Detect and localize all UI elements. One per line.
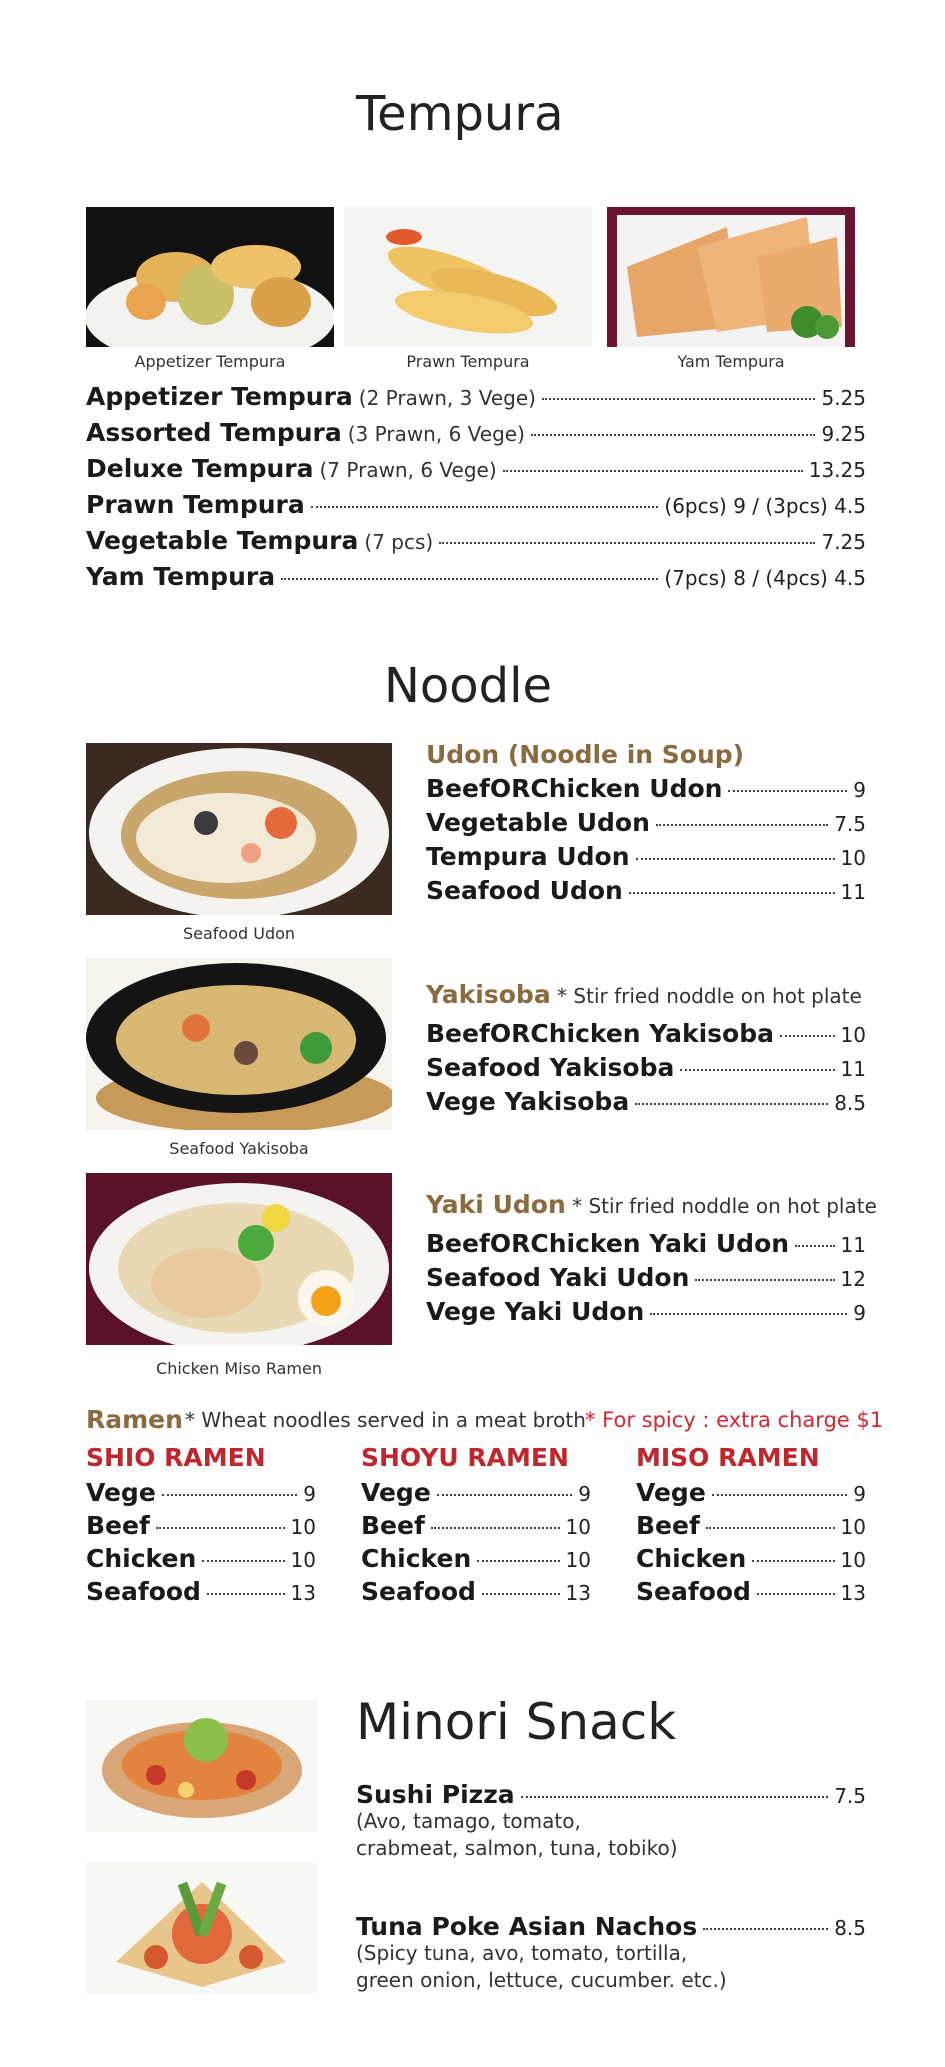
item-name: Tempura Udon [426, 842, 630, 871]
item-name: Beef [86, 1511, 150, 1540]
menu-item-seafood-yaki-udon [426, 1263, 866, 1292]
item-price: 9 [853, 1482, 866, 1506]
seafood-yakisoba-photo [86, 958, 392, 1130]
dot-leader [431, 1527, 560, 1529]
tuna-poke-description [356, 1940, 727, 1994]
menu-item-vegetable-udon [426, 808, 866, 837]
dot-leader [695, 1279, 834, 1281]
seafood-udon-photo [86, 743, 392, 915]
item-detail: (7 pcs) [364, 530, 434, 554]
item-name: Chicken [361, 1544, 472, 1573]
item-name-post: Chicken Yakisoba [530, 1019, 774, 1048]
prawn-tempura-photo [344, 207, 592, 347]
menu-item-vege-yakisoba [426, 1087, 866, 1116]
dot-leader [207, 1593, 285, 1595]
menu-item-vegetable-tempura [86, 526, 866, 555]
shio-ramen-item [86, 1511, 316, 1540]
shoyu-ramen-item [361, 1544, 591, 1573]
appetizer-tempura-photo [86, 207, 334, 347]
menu-item-yam-tempura [86, 562, 866, 591]
item-price: 9 [303, 1482, 316, 1506]
item-name: Seafood [636, 1577, 751, 1606]
yaki-udon-heading-text: Yaki Udon [426, 1190, 566, 1219]
yakisoba-heading-text: Yakisoba [426, 980, 551, 1009]
caption-appetizer-tempura: Appetizer Tempura [134, 352, 286, 371]
item-name: Assorted Tempura [86, 418, 342, 447]
item-name: Vege Yakisoba [426, 1087, 630, 1116]
caption-chicken-miso-ramen: Chicken Miso Ramen [156, 1359, 322, 1378]
miso-ramen-item [636, 1478, 866, 1507]
item-price: 13 [565, 1581, 591, 1605]
menu-item-tempura-udon [426, 842, 866, 871]
description-line: (Avo, tamago, tomato, [356, 1809, 581, 1833]
item-name: Tuna Poke Asian Nachos [356, 1912, 698, 1941]
sushi-pizza-description [356, 1808, 678, 1862]
item-price: 7.25 [821, 530, 866, 554]
item-name: Yam Tempura [86, 562, 276, 591]
item-price: 11 [840, 1233, 866, 1257]
dot-leader [712, 1494, 847, 1496]
yakisoba-heading [426, 980, 862, 1009]
shoyu-ramen-item [361, 1511, 591, 1540]
caption-prawn-tempura: Prawn Tempura [406, 352, 530, 371]
miso-ramen-item [636, 1577, 866, 1606]
item-detail: (7 Prawn, 6 Vege) [319, 458, 497, 482]
item-name: Vege [86, 1478, 156, 1507]
dot-leader [650, 1313, 847, 1315]
shoyu-ramen-item [361, 1478, 591, 1507]
dot-leader [542, 398, 816, 400]
dot-leader [703, 1928, 828, 1930]
dot-leader [728, 790, 847, 792]
caption-yam-tempura: Yam Tempura [677, 352, 785, 371]
dot-leader [795, 1245, 834, 1247]
caption-seafood-udon: Seafood Udon [182, 924, 296, 943]
dot-leader [477, 1560, 559, 1562]
item-name: Seafood Yakisoba [426, 1053, 675, 1082]
item-name: Prawn Tempura [86, 490, 305, 519]
item-price: 10 [565, 1515, 591, 1539]
shio-ramen-item [86, 1478, 316, 1507]
menu-item-beef-or-chicken-udon [426, 774, 866, 803]
dot-leader [202, 1560, 284, 1562]
dot-leader [503, 470, 803, 472]
item-name: Chicken [636, 1544, 747, 1573]
dot-leader [521, 1796, 829, 1798]
item-name: Beef [636, 1511, 700, 1540]
dot-leader [680, 1069, 834, 1071]
item-price: 10 [565, 1548, 591, 1572]
item-price: 10 [840, 1515, 866, 1539]
shoyu-ramen-item [361, 1577, 591, 1606]
spicy-charge-note: * For spicy : extra charge $1 [585, 1408, 884, 1432]
item-name: Vege [361, 1478, 431, 1507]
or-text: OR [489, 774, 531, 803]
dot-leader [752, 1560, 834, 1562]
menu-item-sushi-pizza [356, 1780, 866, 1809]
item-price: 10 [840, 846, 866, 870]
shio-ramen-item [86, 1577, 316, 1606]
yam-tempura-photo [607, 207, 855, 347]
menu-item-seafood-udon [426, 876, 866, 905]
item-price: 11 [840, 880, 866, 904]
menu-item-beef-or-chicken-yaki-udon [426, 1229, 866, 1258]
dot-leader [156, 1527, 285, 1529]
item-detail: (2 Prawn, 3 Vege) [358, 386, 536, 410]
dot-leader [437, 1494, 572, 1496]
menu-item-deluxe-tempura [86, 454, 866, 483]
dot-leader [162, 1494, 297, 1496]
description-line: (Spicy tuna, avo, tomato, tortilla, [356, 1941, 688, 1965]
noodle-title: Noodle [384, 658, 552, 714]
menu-item-vege-yaki-udon [426, 1297, 866, 1326]
miso-ramen-item [636, 1511, 866, 1540]
item-price: 7.5 [834, 1784, 866, 1808]
item-price: 7.5 [834, 812, 866, 836]
yaki-udon-note: * Stir fried noddle on hot plate [565, 1194, 877, 1218]
shio-ramen-item [86, 1544, 316, 1573]
item-price: 13 [290, 1581, 316, 1605]
item-name-pre: Beef [426, 1229, 490, 1258]
item-name: Vegetable Tempura [86, 526, 359, 555]
chicken-miso-ramen-photo [86, 1173, 392, 1345]
item-name-pre: Beef [426, 774, 490, 803]
item-name: Seafood [361, 1577, 476, 1606]
item-name-post: Chicken Yaki Udon [530, 1229, 790, 1258]
item-price: 10 [840, 1023, 866, 1047]
udon-heading: Udon (Noodle in Soup) [426, 740, 745, 769]
item-price: (6pcs) 9 / (3pcs) 4.5 [664, 494, 866, 518]
item-name: Deluxe Tempura [86, 454, 314, 483]
dot-leader [706, 1527, 835, 1529]
item-price: (7pcs) 8 / (4pcs) 4.5 [664, 566, 866, 590]
shoyu-ramen-heading: SHOYU RAMEN [361, 1443, 569, 1472]
menu-item-prawn-tempura [86, 490, 866, 519]
item-price: 9.25 [821, 422, 866, 446]
menu-item-seafood-yakisoba [426, 1053, 866, 1082]
dot-leader [531, 434, 816, 436]
item-name-post: Chicken Udon [530, 774, 723, 803]
description-line: crabmeat, salmon, tuna, tobiko) [356, 1836, 678, 1860]
description-line: green onion, lettuce, cucumber. etc.) [356, 1968, 727, 1992]
item-name-pre: Beef [426, 1019, 490, 1048]
miso-ramen-heading: MISO RAMEN [636, 1443, 820, 1472]
item-price: 10 [290, 1548, 316, 1572]
item-price: 9 [853, 778, 866, 802]
dot-leader [281, 578, 658, 580]
tempura-title: Tempura [356, 86, 564, 142]
item-price: 10 [290, 1515, 316, 1539]
or-text: OR [489, 1019, 531, 1048]
item-name: Chicken [86, 1544, 197, 1573]
item-name: Seafood [86, 1577, 201, 1606]
minori-snack-title: Minori Snack [356, 1693, 677, 1751]
shio-ramen-heading: SHIO RAMEN [86, 1443, 266, 1472]
item-name: Beef [361, 1511, 425, 1540]
dot-leader [636, 858, 835, 860]
item-price: 12 [840, 1267, 866, 1291]
menu-item-appetizer-tempura [86, 382, 866, 411]
dot-leader [656, 824, 828, 826]
item-name: Seafood Yaki Udon [426, 1263, 690, 1292]
tuna-poke-nachos-photo [86, 1862, 318, 1994]
item-price: 13 [840, 1581, 866, 1605]
item-price: 8.5 [834, 1091, 866, 1115]
dot-leader [482, 1593, 560, 1595]
item-price: 5.25 [821, 386, 866, 410]
item-price: 9 [853, 1301, 866, 1325]
menu-item-beef-or-chicken-yakisoba [426, 1019, 866, 1048]
item-price: 13.25 [808, 458, 866, 482]
menu-item-assorted-tempura [86, 418, 866, 447]
ramen-note: * Wheat noodles served in a meat broth [185, 1408, 586, 1432]
sushi-pizza-photo [86, 1700, 318, 1832]
dot-leader [629, 892, 835, 894]
item-price: 8.5 [834, 1916, 866, 1940]
item-name: Appetizer Tempura [86, 382, 353, 411]
item-detail: (3 Prawn, 6 Vege) [347, 422, 525, 446]
item-price: 10 [840, 1548, 866, 1572]
item-name: Vegetable Udon [426, 808, 650, 837]
menu-item-tuna-poke-asian-nachos [356, 1912, 866, 1941]
item-name: Vege Yaki Udon [426, 1297, 645, 1326]
dot-leader [635, 1103, 828, 1105]
caption-seafood-yakisoba: Seafood Yakisoba [169, 1139, 309, 1158]
yaki-udon-heading [426, 1190, 877, 1219]
dot-leader [780, 1035, 835, 1037]
item-price: 11 [840, 1057, 866, 1081]
dot-leader [757, 1593, 835, 1595]
item-name: Sushi Pizza [356, 1780, 515, 1809]
miso-ramen-item [636, 1544, 866, 1573]
or-text: OR [489, 1229, 531, 1258]
item-name: Vege [636, 1478, 706, 1507]
yakisoba-note: * Stir fried noddle on hot plate [550, 984, 862, 1008]
item-price: 9 [578, 1482, 591, 1506]
dot-leader [439, 542, 815, 544]
item-name: Seafood Udon [426, 876, 623, 905]
dot-leader [311, 506, 659, 508]
ramen-heading: Ramen [86, 1405, 183, 1434]
